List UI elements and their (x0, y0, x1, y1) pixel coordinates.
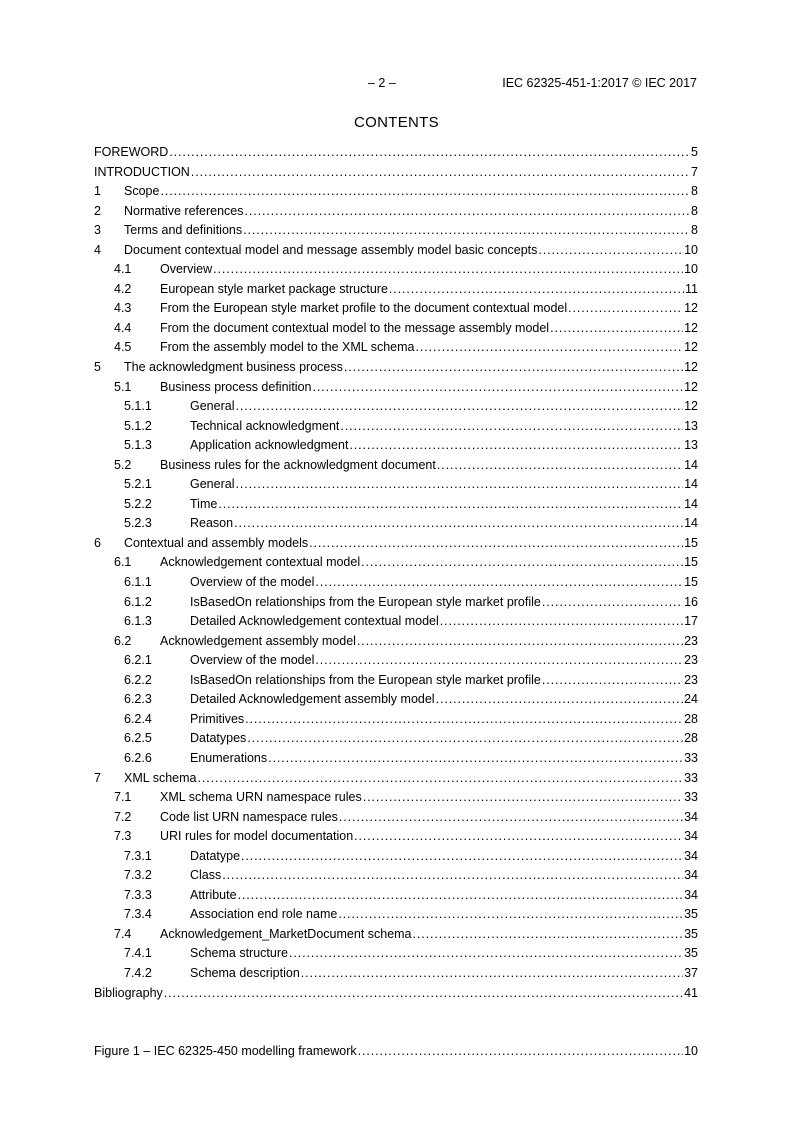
dot-leader (245, 710, 683, 730)
toc-entry-page: 23 (684, 653, 698, 668)
toc-entry-number: 7 (94, 770, 101, 785)
page-title: CONTENTS (354, 114, 439, 131)
toc-entry-title: Schema structure (190, 946, 288, 961)
toc-entry-title: Datatype (190, 848, 241, 863)
toc-entry[interactable] (94, 788, 698, 808)
toc-entry[interactable] (94, 534, 698, 554)
toc-entry-page: 7 (691, 164, 698, 179)
dot-leader (197, 769, 683, 789)
dot-leader (357, 632, 683, 652)
toc-entry-title: INTRODUCTION (94, 164, 190, 179)
toc-entry-number: 7.2 (114, 809, 132, 824)
dot-leader (363, 788, 683, 808)
toc-entry[interactable] (94, 456, 698, 476)
dot-leader (241, 847, 683, 867)
toc-entry-title: Association end role name (190, 907, 338, 922)
page-header (0, 76, 793, 92)
toc-entry[interactable] (94, 143, 698, 163)
toc-entry-title: URI rules for model documentation (160, 829, 354, 844)
toc-entry-page: 8 (691, 203, 698, 218)
toc-entry-page: 14 (684, 457, 698, 472)
toc-entry-number: 7.4.1 (124, 946, 152, 961)
dot-leader (354, 827, 683, 847)
toc-entry[interactable] (94, 475, 698, 495)
toc-entry-title: Contextual and assembly models (124, 535, 309, 550)
toc-entry[interactable] (94, 964, 698, 984)
dot-leader (437, 456, 683, 476)
toc-entry-title: IsBasedOn relationships from the European style market profile (190, 594, 541, 609)
toc-entry-number: 5.2.2 (124, 496, 152, 511)
toc-entry-title: FOREWORD (94, 145, 169, 159)
toc-entry-number: 3 (94, 223, 101, 238)
toc-entry-number: 1 (94, 184, 101, 199)
toc-entry-number: 6.2.1 (124, 653, 152, 668)
toc-entry-number: 5.1.2 (124, 418, 152, 433)
toc-entry-title: Normative references (124, 203, 244, 218)
toc-entry-page: 12 (684, 301, 698, 316)
dot-leader (247, 729, 683, 749)
toc-entry[interactable] (94, 182, 698, 202)
toc-entry-title: From the assembly model to the XML schema (160, 340, 415, 355)
dot-leader (238, 886, 684, 906)
toc-entry-title: European style market package structure (160, 281, 388, 296)
dot-leader (344, 358, 683, 378)
toc-entry-number: 5.2.3 (124, 516, 152, 531)
toc-entry[interactable] (94, 808, 698, 828)
toc-entry[interactable] (94, 553, 698, 573)
toc-entry-number: 7.3 (114, 829, 132, 844)
toc-entry-number: 7.3.4 (124, 907, 152, 922)
dot-leader (339, 808, 683, 828)
toc-entry-page: 15 (684, 535, 698, 550)
dot-leader (245, 202, 691, 222)
toc-entry-page: 12 (684, 399, 698, 414)
toc-entry-page: 12 (684, 320, 698, 335)
toc-entry-title: General (190, 399, 235, 414)
toc-entry-title: Datatypes (190, 731, 247, 746)
toc-entry-page: 33 (684, 750, 698, 765)
toc-entry-title: Figure 1 – IEC 62325-450 modelling framework (94, 1044, 357, 1058)
toc-entry-title: Schema description (190, 965, 300, 980)
toc-entry-number: 4.1 (114, 262, 132, 277)
toc-entry[interactable] (94, 729, 698, 749)
toc-entry[interactable] (94, 338, 698, 358)
toc-entry[interactable] (94, 280, 698, 300)
standard-reference: IEC 62325-451-1:2017 © IEC 2017 (502, 76, 697, 90)
toc-entry[interactable] (94, 299, 698, 319)
toc-entry-page: 23 (684, 633, 698, 648)
dot-leader (169, 143, 690, 163)
toc-entry-page: 14 (684, 516, 698, 531)
dot-leader (440, 612, 683, 632)
toc-entry-title: Document contextual model and message assembly model basic concepts (124, 242, 538, 257)
toc-entry[interactable] (94, 847, 698, 867)
dot-leader (191, 163, 690, 183)
dot-leader (340, 417, 683, 437)
toc-entry-page: 34 (684, 887, 698, 902)
toc-entry[interactable] (94, 651, 698, 671)
toc-entry[interactable] (94, 827, 698, 847)
toc-entry-title: Overview of the model (190, 653, 315, 668)
dot-leader (413, 925, 684, 945)
toc-entry-page: 35 (684, 946, 698, 961)
dot-leader (538, 241, 683, 261)
toc-entry-page: 35 (684, 926, 698, 941)
dot-leader (358, 1042, 683, 1062)
toc-entry-number: 5.1 (114, 379, 132, 394)
toc-entry-title: Primitives (190, 711, 245, 726)
dot-leader (234, 514, 683, 534)
dot-leader (416, 338, 684, 358)
dot-leader (315, 573, 683, 593)
dot-leader (243, 221, 690, 241)
toc-entry-page: 15 (684, 555, 698, 570)
toc-entry-number: 6.2.4 (124, 711, 152, 726)
toc-entry-page: 24 (684, 692, 698, 707)
toc-entry[interactable] (94, 221, 698, 241)
toc-entry[interactable] (94, 319, 698, 339)
toc-entry-title: Enumerations (190, 750, 268, 765)
dot-leader (268, 749, 683, 769)
toc-entry[interactable] (94, 866, 698, 886)
toc-entry-title: Reason (190, 516, 234, 531)
toc-entry[interactable] (94, 984, 698, 1004)
toc-entry-page: 10 (684, 1044, 698, 1058)
toc-entry-title: Business process definition (160, 379, 312, 394)
toc-entry-title: Attribute (190, 887, 237, 902)
toc-entry-page: 34 (684, 848, 698, 863)
toc-entry-title: Acknowledgement assembly model (160, 633, 356, 648)
toc-entry-page: 10 (684, 242, 698, 257)
toc-entry-page: 28 (684, 711, 698, 726)
figure-entry[interactable] (94, 1042, 698, 1062)
toc-entry-title: Business rules for the acknowledgment document (160, 457, 436, 472)
toc-entry[interactable] (94, 632, 698, 652)
toc-entry[interactable] (94, 573, 698, 593)
table-of-contents (94, 143, 698, 1003)
toc-entry[interactable] (94, 202, 698, 222)
dot-leader (436, 690, 684, 710)
toc-entry-page: 28 (684, 731, 698, 746)
dot-leader (235, 475, 683, 495)
dot-leader (389, 280, 684, 300)
dot-leader (349, 436, 683, 456)
toc-entry[interactable] (94, 378, 698, 398)
toc-entry-number: 6.2.2 (124, 672, 152, 687)
toc-entry-page: 13 (684, 418, 698, 433)
toc-entry[interactable] (94, 905, 698, 925)
toc-entry-page: 16 (684, 594, 698, 609)
toc-entry[interactable] (94, 593, 698, 613)
toc-entry[interactable] (94, 671, 698, 691)
dot-leader (550, 319, 683, 339)
toc-entry-title: Acknowledgement contextual model (160, 555, 361, 570)
toc-entry-title: Bibliography (94, 985, 163, 1000)
toc-entry-number: 7.1 (114, 790, 132, 805)
toc-entry-title: Overview of the model (190, 575, 315, 590)
toc-entry-number: 6.1.3 (124, 614, 152, 629)
toc-entry-number: 4 (94, 242, 101, 257)
toc-entry-number: 5 (94, 360, 101, 375)
toc-entry-page: 14 (684, 496, 698, 511)
toc-entry-page: 5 (691, 145, 698, 159)
toc-entry-title: Scope (124, 184, 160, 199)
toc-entry[interactable] (94, 769, 698, 789)
toc-entry-title: XML schema URN namespace rules (160, 790, 362, 805)
toc-entry-number: 6.2.6 (124, 750, 152, 765)
toc-entry-title: IsBasedOn relationships from the European style market profile (190, 672, 541, 687)
toc-entry-number: 7.3.2 (124, 868, 152, 883)
toc-entry-title: General (190, 477, 235, 492)
dot-leader (218, 495, 683, 515)
toc-entry-title: Overview (160, 262, 213, 277)
toc-entry[interactable] (94, 514, 698, 534)
toc-entry-page: 12 (684, 360, 698, 375)
toc-entry-number: 6 (94, 535, 101, 550)
toc-entry[interactable] (94, 260, 698, 280)
toc-entry[interactable] (94, 397, 698, 417)
toc-entry-number: 5.1.3 (124, 438, 152, 453)
toc-entry-page: 23 (684, 672, 698, 687)
toc-entry-page: 14 (684, 477, 698, 492)
toc-entry-number: 6.1.2 (124, 594, 152, 609)
toc-entry-number: 4.2 (114, 281, 132, 296)
toc-entry-number: 4.5 (114, 340, 132, 355)
toc-entry-page: 17 (684, 614, 698, 629)
dot-leader (542, 671, 683, 691)
toc-entry[interactable] (94, 710, 698, 730)
toc-entry-number: 6.2.5 (124, 731, 152, 746)
toc-entry[interactable] (94, 690, 698, 710)
toc-entry[interactable] (94, 241, 698, 261)
toc-entry-page: 33 (684, 770, 698, 785)
toc-entry[interactable] (94, 886, 698, 906)
toc-entry-title: Code list URN namespace rules (160, 809, 338, 824)
toc-entry-title: Application acknowledgment (190, 438, 349, 453)
toc-entry-title: The acknowledgment business process (124, 360, 343, 375)
dot-leader (315, 651, 683, 671)
list-of-figures (94, 1042, 698, 1062)
toc-entry-number: 5.2.1 (124, 477, 152, 492)
toc-entry-number: 7.3.1 (124, 848, 152, 863)
toc-entry-title: From the document contextual model to the message assembly model (160, 320, 550, 335)
toc-entry-page: 41 (684, 985, 698, 1000)
toc-entry-number: 4.3 (114, 301, 132, 316)
dot-leader (338, 905, 683, 925)
toc-entry-number: 4.4 (114, 320, 132, 335)
toc-entry-number: 6.1 (114, 555, 132, 570)
dot-leader (289, 944, 683, 964)
toc-entry[interactable] (94, 163, 698, 183)
toc-entry-number: 5.1.1 (124, 399, 152, 414)
toc-entry-page: 33 (684, 790, 698, 805)
toc-entry-title: Time (190, 496, 218, 511)
toc-entry-number: 7.4 (114, 926, 132, 941)
toc-entry-page: 34 (684, 868, 698, 883)
toc-entry-page: 11 (685, 281, 698, 296)
dot-leader (361, 553, 683, 573)
toc-entry-number: 6.2 (114, 633, 132, 648)
toc-entry-page: 37 (684, 965, 698, 980)
toc-entry-title: XML schema (124, 770, 197, 785)
toc-entry-title: Detailed Acknowledgement contextual model (190, 614, 439, 629)
toc-entry[interactable] (94, 436, 698, 456)
toc-entry-page: 35 (684, 907, 698, 922)
toc-entry[interactable] (94, 358, 698, 378)
page-number: – 2 – (368, 76, 396, 90)
toc-entry-number: 7.4.2 (124, 965, 152, 980)
dot-leader (213, 260, 683, 280)
toc-entry-number: 6.2.3 (124, 692, 152, 707)
dot-leader (309, 534, 683, 554)
toc-entry-page: 8 (691, 223, 698, 238)
toc-entry-title: From the European style market profile to the document contextual model (160, 301, 568, 316)
dot-leader (222, 866, 683, 886)
toc-entry-title: Terms and definitions (124, 223, 243, 238)
toc-entry-page: 13 (684, 438, 698, 453)
toc-entry-number: 6.1.1 (124, 575, 152, 590)
toc-entry-page: 34 (684, 809, 698, 824)
dot-leader (235, 397, 683, 417)
dot-leader (312, 378, 683, 398)
toc-entry-page: 34 (684, 829, 698, 844)
toc-entry-title: Detailed Acknowledgement assembly model (190, 692, 435, 707)
toc-entry-page: 15 (684, 575, 698, 590)
toc-entry[interactable] (94, 925, 698, 945)
toc-entry-page: 12 (684, 379, 698, 394)
toc-entry-number: 5.2 (114, 457, 132, 472)
toc-entry-title: Acknowledgement_MarketDocument schema (160, 926, 412, 941)
toc-entry-title: Class (190, 868, 222, 883)
toc-entry-number: 7.3.3 (124, 887, 152, 902)
toc-entry-page: 12 (684, 340, 698, 355)
toc-entry-title: Technical acknowledgment (190, 418, 340, 433)
toc-entry[interactable] (94, 944, 698, 964)
toc-entry[interactable] (94, 495, 698, 515)
toc-entry[interactable] (94, 749, 698, 769)
toc-entry-page: 8 (691, 184, 698, 199)
toc-entry-number: 2 (94, 203, 101, 218)
dot-leader (164, 984, 683, 1004)
dot-leader (568, 299, 683, 319)
toc-entry[interactable] (94, 612, 698, 632)
dot-leader (542, 593, 683, 613)
toc-entry-page: 10 (684, 262, 698, 277)
toc-entry[interactable] (94, 417, 698, 437)
dot-leader (160, 182, 690, 202)
dot-leader (301, 964, 683, 984)
